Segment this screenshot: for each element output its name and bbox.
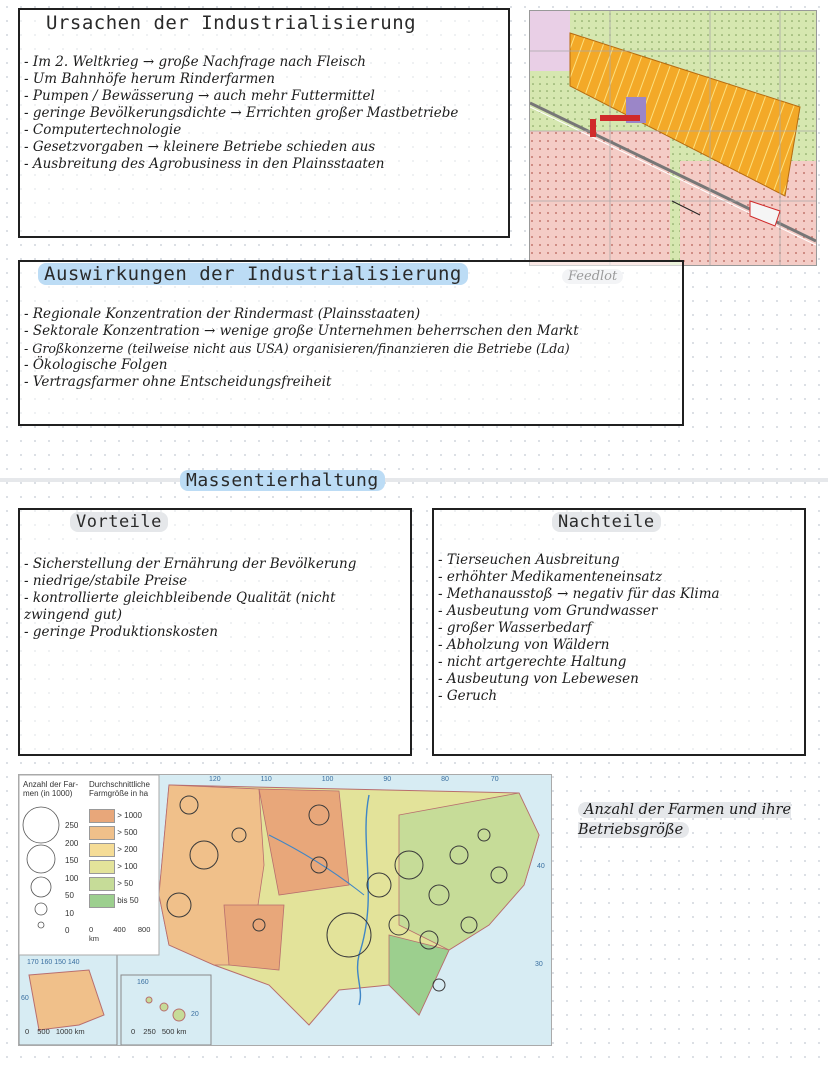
nachteile-list — [438, 552, 720, 705]
hawaii-lon: 160 — [137, 979, 149, 986]
lon-labels: 120 110 100 90 80 70 — [209, 776, 499, 783]
list-item: - Computertechnologie — [24, 122, 508, 139]
swatch-100 — [89, 860, 115, 874]
legend-count-title: Anzahl der Far- — [23, 780, 79, 789]
ursachen-list — [24, 54, 508, 173]
lat-label-30: 30 — [535, 961, 543, 968]
scale-alaska: 0 500 1000 km — [25, 1027, 85, 1036]
legend-size-classes: > 1000 > 500 > 200 > 100 > 50 bis 50 — [89, 809, 142, 908]
legend-size-title: Durchschnittliche — [89, 780, 150, 789]
legend-count-ticks: 250 200 150 100 50 10 0 — [65, 821, 79, 935]
vorteile-list — [24, 556, 394, 641]
list-item: - Sektorale Konzentration → wenige große Unternehmen beherrschen den Markt — [24, 323, 579, 340]
swatch-1000 — [89, 809, 115, 823]
lat-label-60: 60 — [21, 995, 29, 1002]
vorteile-title: Vorteile — [70, 512, 168, 532]
list-item: - kontrollierte gleichbleibende Qualität (nicht zwingend gut) — [24, 590, 394, 624]
auswirkungen-box — [18, 260, 684, 426]
ursachen-title: Ursachen der Industrialisierung — [46, 12, 417, 34]
list-item: - Pumpen / Bewässerung → auch mehr Futtermittel — [24, 88, 508, 105]
list-item: - großer Wasserbedarf — [438, 620, 720, 637]
ursachen-box — [18, 8, 510, 238]
list-item: - Im 2. Weltkrieg → große Nachfrage nach Fleisch — [24, 54, 508, 71]
massentierhaltung-title: Massentierhaltung — [180, 470, 385, 491]
section-divider — [0, 478, 828, 482]
auswirkungen-title: Auswirkungen der Industrialisierung — [38, 263, 468, 285]
svg-text:Farmgröße in ha: Farmgröße in ha — [89, 789, 149, 798]
farm-map — [18, 774, 552, 1046]
list-item: - Vertragsfarmer ohne Entscheidungsfreiheit — [24, 374, 579, 391]
list-item: - erhöhter Medikamenteneinsatz — [438, 569, 720, 586]
list-item: - Sicherstellung der Ernährung der Bevölkerung — [24, 556, 394, 573]
swatch-200 — [89, 843, 115, 857]
list-item: - niedrige/stabile Preise — [24, 573, 394, 590]
feedlot-image — [529, 10, 817, 266]
list-item: - Ausbeutung vom Grundwasser — [438, 603, 720, 620]
list-item: - Abholzung von Wäldern — [438, 637, 720, 654]
auswirkungen-list — [24, 306, 579, 391]
region-east — [399, 793, 539, 950]
list-item: - Regionale Konzentration der Rindermast (Plainsstaaten) — [24, 306, 579, 323]
list-item: - Ausbreitung des Agrobusiness in den Plainsstaaten — [24, 156, 508, 173]
svg-text:men (in 1000): men (in 1000) — [23, 789, 73, 798]
region-mountain — [224, 905, 284, 970]
list-item: - Gesetzvorgaben → kleinere Betriebe schieden aus — [24, 139, 508, 156]
list-item: - geringe Produktionskosten — [24, 624, 394, 641]
lat-label-20: 20 — [191, 1011, 199, 1018]
list-item: - Um Bahnhöfe herum Rinderfarmen — [24, 71, 508, 88]
list-item: - Großkonzerne (teilweise nicht aus USA) organisieren/finanzieren die Betriebe (Lda) — [24, 340, 579, 357]
list-item: - nicht artgerechte Haltung — [438, 654, 720, 671]
list-item: - geringe Bevölkerungsdichte → Errichten großer Mastbetriebe — [24, 105, 494, 122]
swatch-50 — [89, 877, 115, 891]
scale-main: 0 400 800 km — [89, 925, 151, 943]
nachteile-box — [432, 508, 806, 756]
list-item: - Methanausstoß → negativ für das Klima — [438, 586, 720, 603]
scale-hawaii: 0 250 500 km — [131, 1027, 187, 1036]
swatch-500 — [89, 826, 115, 840]
vorteile-box — [18, 508, 412, 756]
swatch-bis50 — [89, 894, 115, 908]
list-item: - Ausbeutung von Lebewesen — [438, 671, 720, 688]
list-item: - Ökologische Folgen — [24, 357, 579, 374]
lat-label-40: 40 — [537, 863, 545, 870]
list-item: - Geruch — [438, 688, 720, 705]
nachteile-title: Nachteile — [552, 512, 661, 532]
list-item: - Tierseuchen Ausbreitung — [438, 552, 720, 569]
alaska-lon: 170 160 150 140 — [27, 959, 80, 966]
map-caption: Anzahl der Farmen und ihre Betriebsgröße — [578, 802, 792, 838]
